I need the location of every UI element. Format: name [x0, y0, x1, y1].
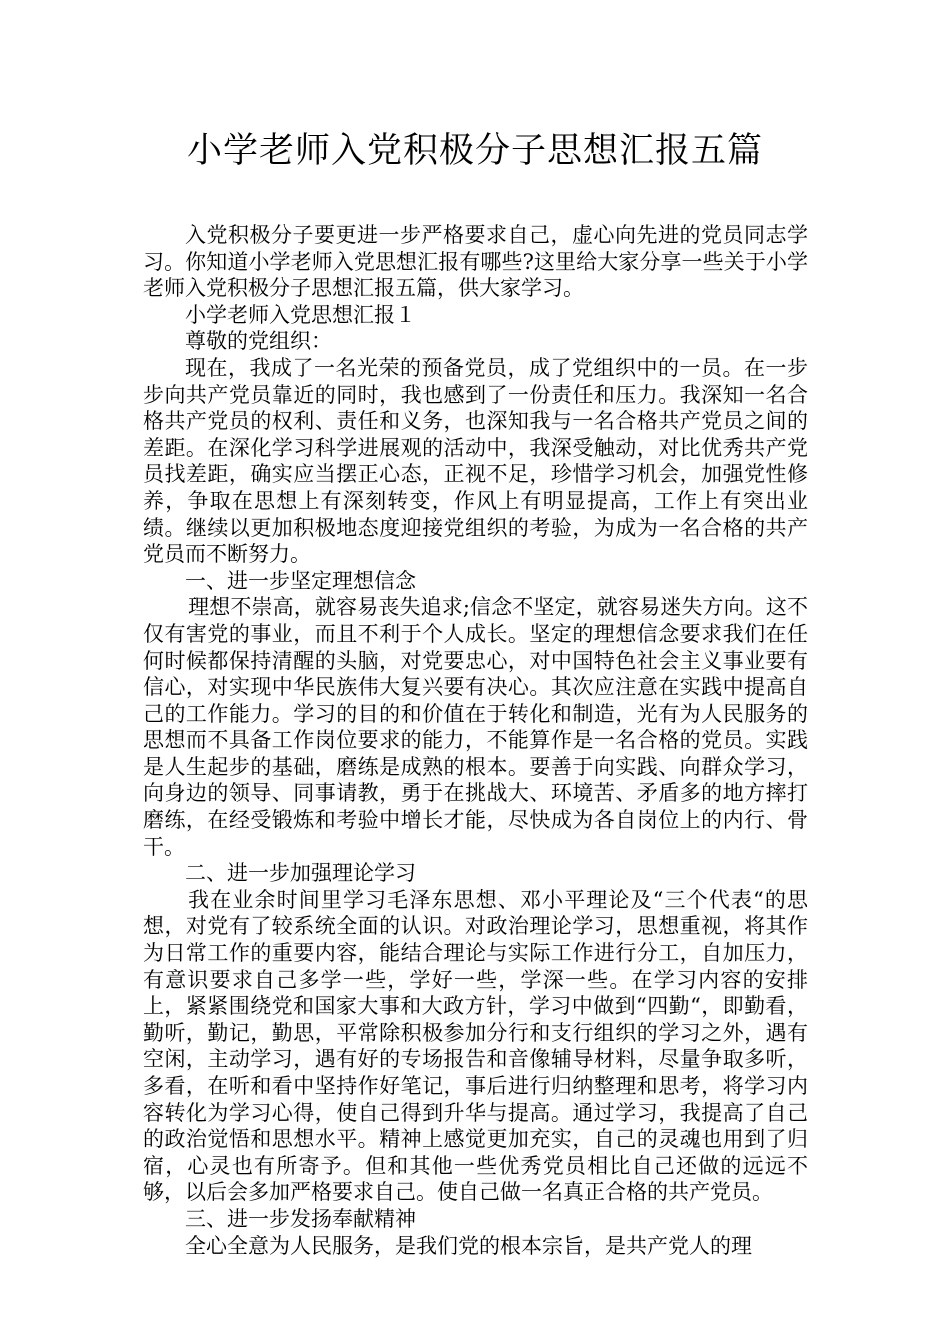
- report-heading: 小学老师入党思想汇报１: [185, 302, 416, 327]
- page-title: 小学老师入党积极分子思想汇报五篇: [186, 131, 763, 171]
- document-body: [143, 222, 808, 1259]
- body-paragraph: 全心全意为人民服务，是我们党的根本宗旨，是共产党人的理: [185, 1233, 752, 1258]
- salutation: 尊敬的党组织：: [185, 329, 332, 354]
- section-heading: 三、进一步发扬奉献精神: [185, 1206, 416, 1231]
- body-paragraph: 理想不崇高，就容易丧失追求;信念不坚定，就容易迷失方向。这不仅有害党的事业，而且不利于个人成长。坚定的理想信念要求我们在任何时候都保持清醒的头脑，对党要忠心，对中国特色社会主义事业要有信心，对实现中华民族伟大复兴要有决心。其次应注意在实践中提高自己的工作能力。学习的目的和价值在于转化和制造，光有为人民服务的思想而不具备工作岗位要求的能力，不能算作是一名合格的党员。实践是人生起步的基础，磨练是成熟的根本。要善于向实践、向群众学习，向身边的领导、同事请教，勇于在挑战大、环境苦、矛盾多的地方摔打磨练，在经受锻炼和考验中增长才能，尽快成为各自岗位上的内行、骨干。: [143, 595, 808, 859]
- body-paragraph: 现在，我成了一名光荣的预备党员，成了党组织中的一员。在一步步向共产党员靠近的同时，我也感到了一份责任和压力。我深知一名合格共产党员的权利、责任和义务，也深知我与一名合格共产党员之间的差距。在深化学习科学进展观的活动中，我深受触动，对比优秀共产党员找差距，确实应当摆正心态，正视不足，珍惜学习机会，加强党性修养，争取在思想上有深刻转变，作风上有明显提高，工作上有突出业绩。继续以更加积极地态度迎接党组织的考验，为成为一名合格的共产党员而不断努力。: [143, 355, 808, 567]
- section-heading: 一、进一步坚定理想信念: [185, 568, 416, 593]
- intro-paragraph: 入党积极分子要更进一步严格要求自己，虚心向先进的党员同志学习。你知道小学老师入党思想汇报有哪些?这里给大家分享一些关于小学老师入党积极分子思想汇报五篇，供大家学习。: [143, 223, 808, 301]
- body-paragraph: 我在业余时间里学习毛泽东思想、邓小平理论及“三个代表“的思想，对党有了较系统全面的认识。对政治理论学习，思想重视，将其作为日常工作的重要内容，能结合理论与实际工作进行分工，自加压力，有意识要求自己多学一些，学好一些，学深一些。在学习内容的安排上，紧紧围绕党和国家大事和大政方针，学习中做到“四勤“，即勤看，勤听，勤记，勤思，平常除积极参加分行和支行组织的学习之外，遇有空闲，主动学习，遇有好的专场报告和音像辅导材料，尽量争取多听，多看，在听和看中坚持作好笔记，事后进行归纳整理和思考，将学习内容转化为学习心得，使自己得到升华与提高。通过学习，我提高了自己的政治觉悟和思想水平。精神上感觉更加充实，自己的灵魂也用到了归宿，心灵也有所寄予。但和其他一些优秀党员相比自己还做的远远不够，以后会多加严格要求自己。使自己做一名真正合格的共产党员。: [143, 887, 808, 1205]
- section-heading: 二、进一步加强理论学习: [185, 861, 416, 886]
